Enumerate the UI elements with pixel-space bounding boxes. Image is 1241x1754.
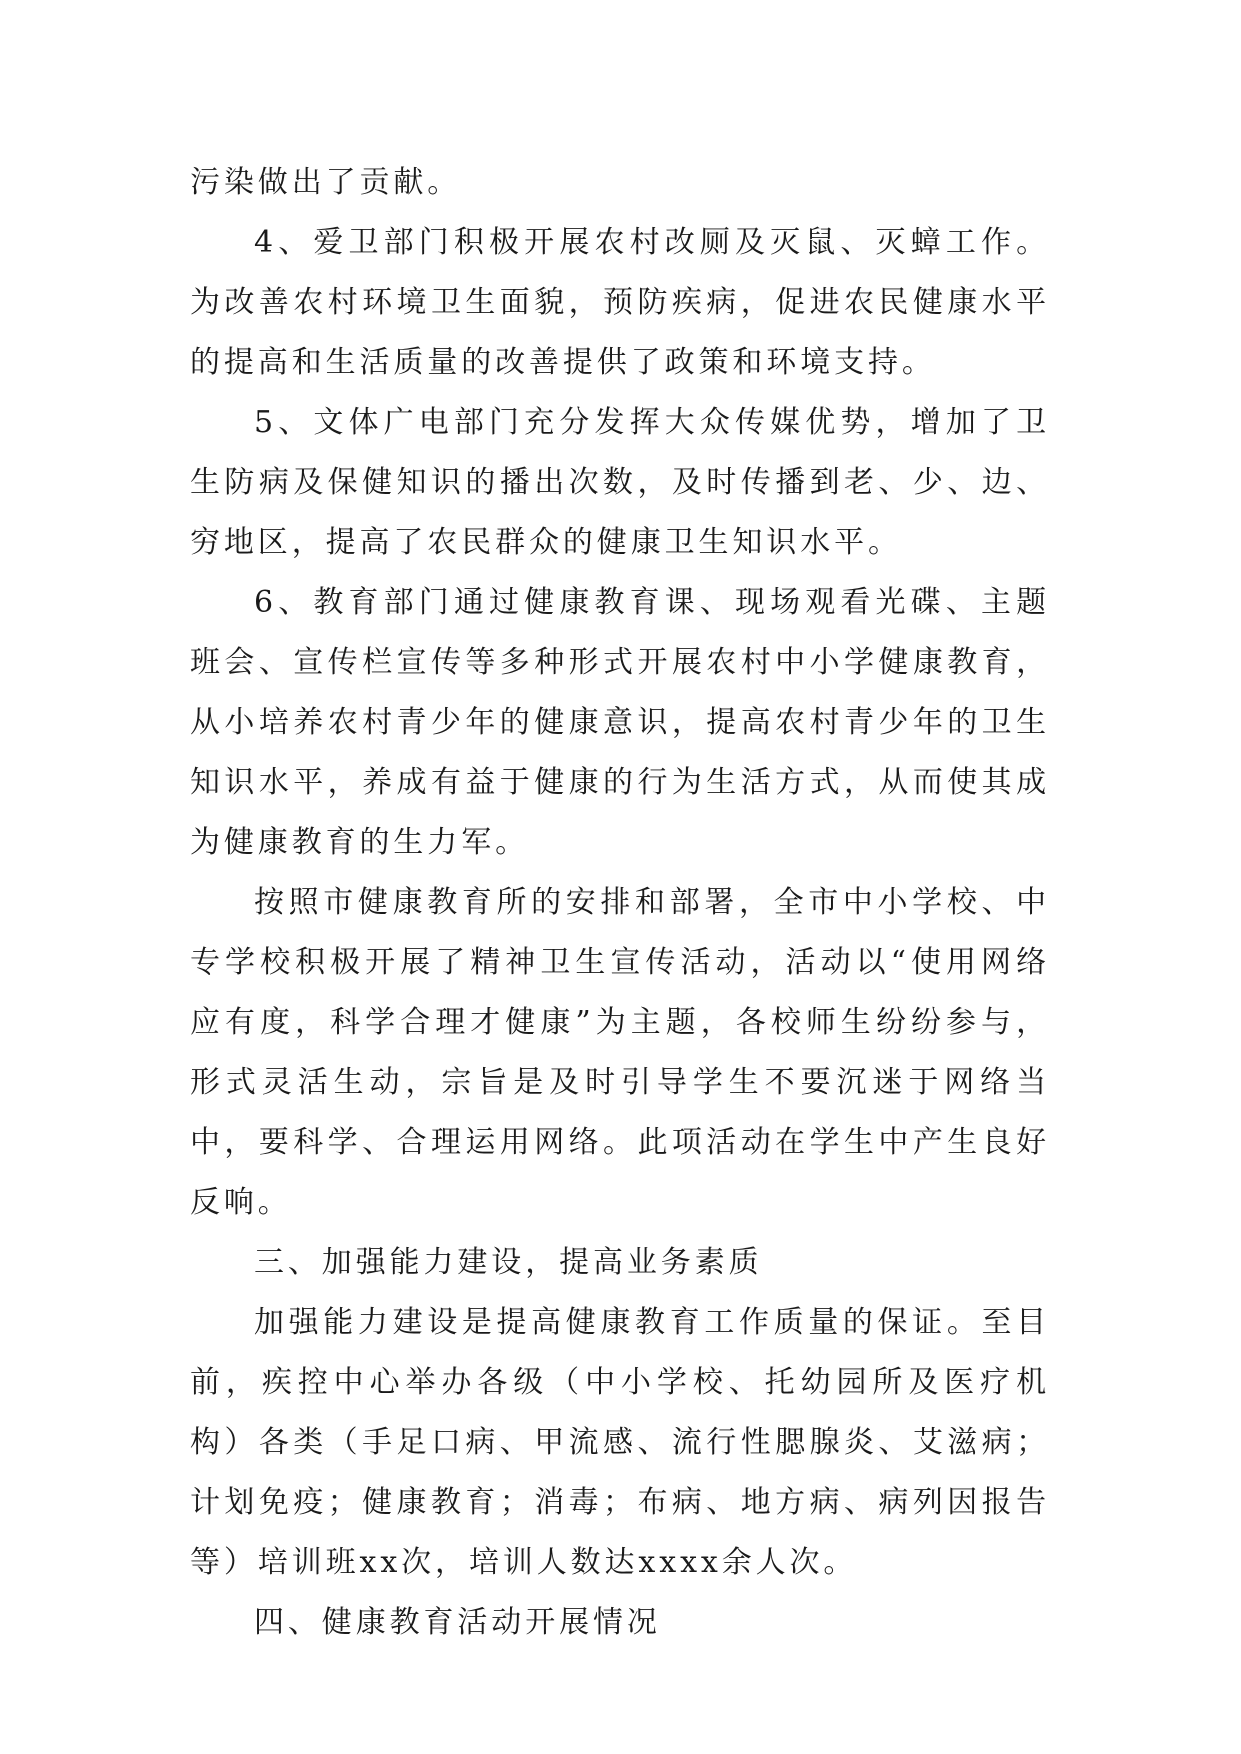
section-heading-3: 三、加强能力建设，提高业务素质 — [254, 1245, 763, 1280]
document-body — [190, 153, 1050, 1653]
section-heading-4: 四、健康教育活动开展情况 — [254, 1605, 661, 1640]
paragraph-item-6: 6、教育部门通过健康教育课、现场观看光碟、主题班会、宣传栏宣传等多种形式开展农村中小学健康教育，从小培养农村青少年的健康意识，提高农村青少年的卫生知识水平，养成有益于健康的行为生活方式，从而使其成为健康教育的生力军。 — [190, 585, 1050, 860]
paragraph-continuation: 污染做出了贡献。 — [190, 165, 462, 200]
paragraph-capacity-building: 加强能力建设是提高健康教育工作质量的保证。至目前，疾控中心举办各级（中小学校、托幼园所及医疗机构）各类（手足口病、甲流感、流行性腮腺炎、艾滋病；计划免疫；健康教育；消毒；布病、地方病、病列因报告等）培训班xx次，培训人数达xxxx余人次。 — [190, 1305, 1050, 1580]
paragraph-mental-health-campaign: 按照市健康教育所的安排和部署，全市中小学校、中专学校积极开展了精神卫生宣传活动，活动以“使用网络应有度，科学合理才健康”为主题，各校师生纷纷参与，形式灵活生动，宗旨是及时引导学生不要沉迷于网络当中，要科学、合理运用网络。此项活动在学生中产生良好反响。 — [190, 885, 1050, 1220]
paragraph-item-4: 4、爱卫部门积极开展农村改厕及灭鼠、灭蟑工作。为改善农村环境卫生面貌，预防疾病，促进农民健康水平的提高和生活质量的改善提供了政策和环境支持。 — [190, 225, 1050, 380]
paragraph-item-5: 5、文体广电部门充分发挥大众传媒优势，增加了卫生防病及保健知识的播出次数，及时传播到老、少、边、穷地区，提高了农民群众的健康卫生知识水平。 — [190, 405, 1050, 560]
